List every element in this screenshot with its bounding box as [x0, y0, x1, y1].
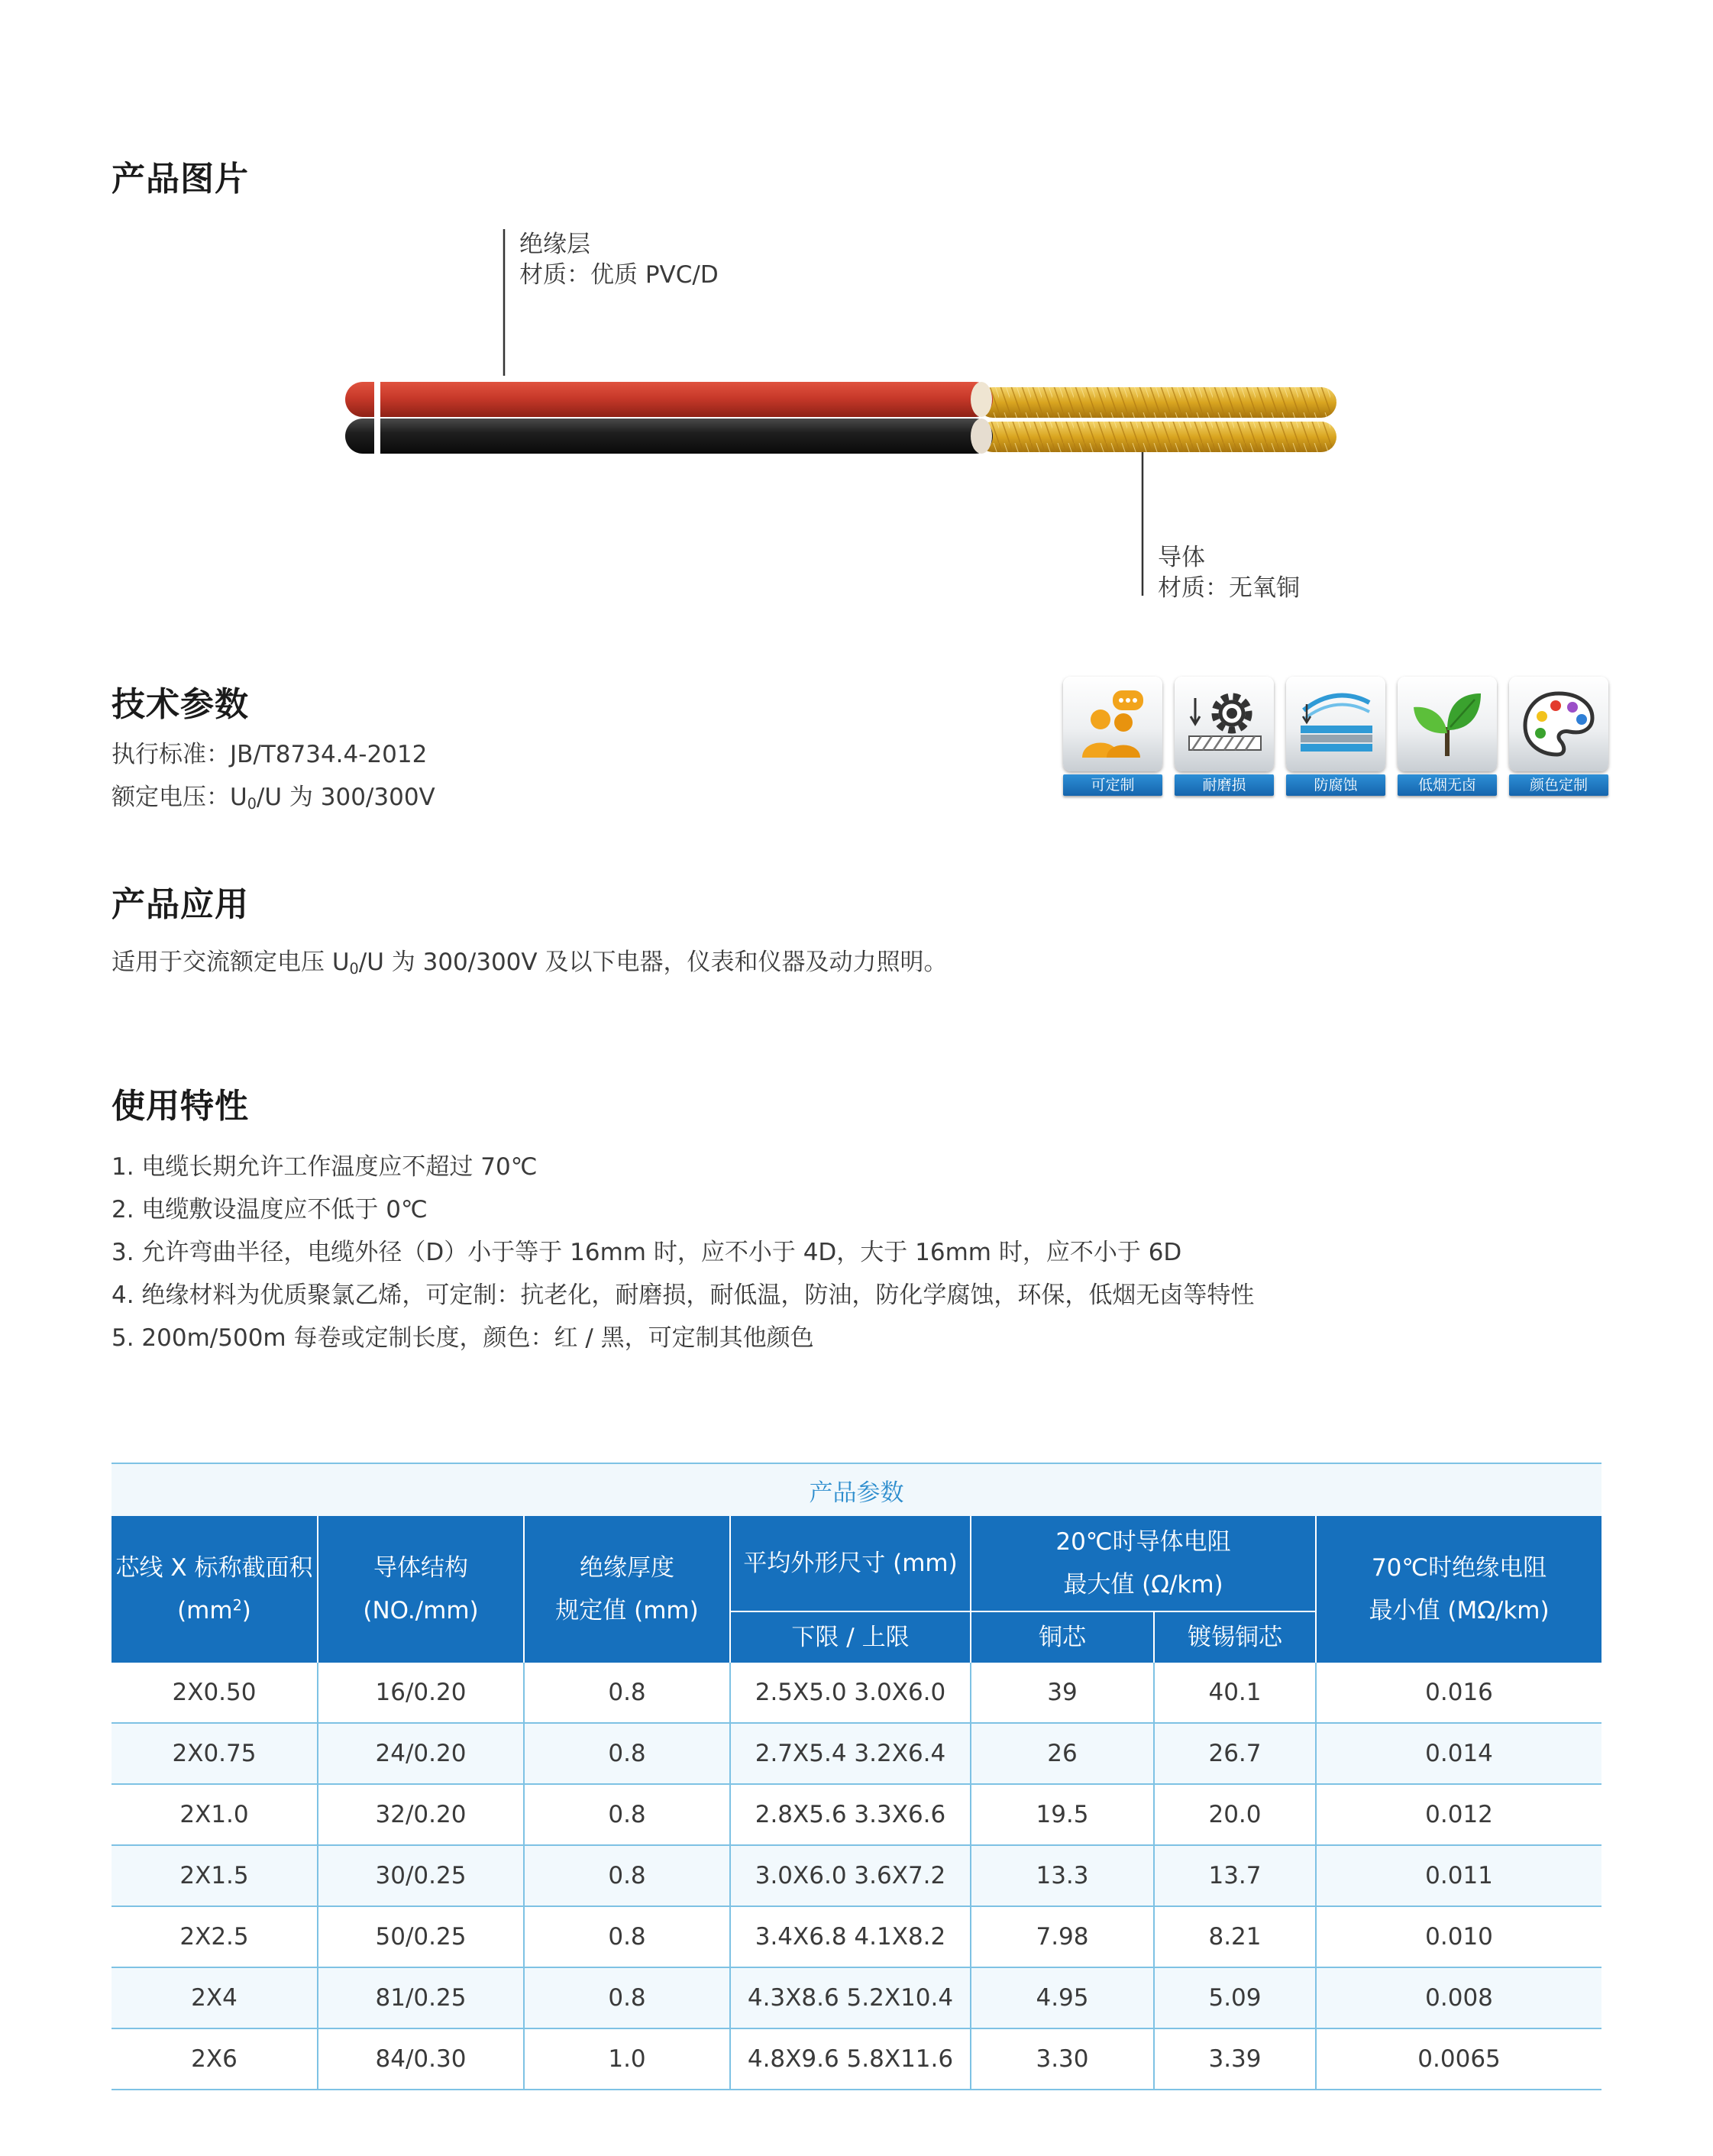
conductor-title: 导体 [1158, 544, 1205, 571]
header-insulation-resistance: 70℃时绝缘电阻 最小值 (MΩ/km) [1316, 1516, 1601, 1663]
icon-card-low-smoke [1398, 677, 1497, 799]
application-text: 适用于交流额定电压 $U_0/U$ 为 300/300V 及以下电器，仪表和仪器及动力照明。 [112, 949, 948, 978]
header-structure: 导体结构 (NO./mm) [318, 1516, 524, 1663]
table-row: 2X1.5 30/0.25 0.8 3.0X6.0 3.6X7.2 13.3 13.7 0.011 [112, 1845, 1601, 1906]
red-insulation [345, 382, 993, 417]
icon-card-color-custom [1509, 677, 1608, 799]
icon-card-anticorrosion [1286, 677, 1385, 799]
icon-label-customizable: 可定制 [1063, 774, 1162, 796]
feature-item: 5. 200m/500m 每卷或定制长度，颜色：红 / 黑，可定制其他颜色 [112, 1324, 814, 1352]
corrosion-icon [1296, 687, 1375, 761]
table-row: 2X0.50 16/0.20 0.8 2.5X5.0 3.0X6.0 39 40.1 0.016 [112, 1663, 1601, 1723]
tech-title: 技术参数 [112, 685, 249, 724]
feature-icons [1063, 677, 1608, 799]
table-row: 2X0.75 24/0.20 0.8 2.7X5.4 3.2X6.4 26 26.7 0.014 [112, 1723, 1601, 1784]
gear-icon [1185, 687, 1264, 761]
feature-item: 3. 允许弯曲半径，电缆外径（D）小于等于 16mm 时，应不小于 4D，大于 16mm 时，应不小于 6D [112, 1239, 1182, 1266]
icon-card-customizable [1063, 677, 1162, 799]
product-image-title: 产品图片 [112, 160, 249, 199]
header-resistance: 20℃时导体电阻 最大值 (Ω/km) [971, 1516, 1316, 1611]
palette-icon [1521, 687, 1597, 761]
table-row: 2X1.0 32/0.20 0.8 2.8X5.6 3.3X6.6 19.5 20.0 0.012 [112, 1784, 1601, 1845]
icon-label-wear-resistant: 耐磨损 [1175, 774, 1274, 796]
header-core: 芯线 X 标称截面积 $(mm^2)$ [112, 1516, 318, 1663]
insulation-title: 绝缘层 [519, 231, 590, 258]
header-copper: 铜芯 [971, 1611, 1154, 1663]
table-caption: 产品参数 [112, 1463, 1601, 1516]
tech-voltage: 额定电压：$U_0/U$ 为 300/300V [112, 784, 435, 813]
header-size-sub: 下限 / 上限 [730, 1611, 971, 1663]
header-tinned: 镀锡铜芯 [1154, 1611, 1316, 1663]
icon-card-wear-resistant [1175, 677, 1274, 799]
tech-standard: 执行标准：JB/T8734.4-2012 [112, 741, 428, 768]
black-insulation [345, 419, 993, 454]
feature-item: 1. 电缆长期允许工作温度应不超过 70℃ [112, 1153, 538, 1181]
icon-label-anticorrosion: 防腐蚀 [1286, 774, 1385, 796]
table-row: 2X4 81/0.25 0.8 4.3X8.6 5.2X10.4 4.95 5.09 0.008 [112, 1967, 1601, 2028]
product-params-table [112, 1463, 1601, 2090]
cable-diagram [336, 229, 1405, 626]
table-row: 2X6 84/0.30 1.0 4.8X9.6 5.8X11.6 3.30 3.39 0.0065 [112, 2028, 1601, 2090]
people-icon [1076, 687, 1149, 761]
table-row: 2X2.5 50/0.25 0.8 3.4X6.8 4.1X8.2 7.98 8.21 0.010 [112, 1906, 1601, 1967]
header-thickness: 绝缘厚度 规定值 (mm) [524, 1516, 730, 1663]
icon-label-low-smoke: 低烟无卤 [1398, 774, 1497, 796]
feature-item: 4. 绝缘材料为优质聚氯乙烯，可定制：抗老化，耐磨损，耐低温，防油，防化学腐蚀，环保，低烟无卤等特性 [112, 1282, 1255, 1309]
application-title: 产品应用 [112, 885, 249, 924]
leaf-icon [1409, 687, 1485, 761]
features-list [112, 1146, 1254, 1359]
features-title: 使用特性 [112, 1087, 249, 1126]
header-size: 平均外形尺寸 (mm) [730, 1516, 971, 1611]
feature-item: 2. 电缆敷设温度应不低于 0℃ [112, 1196, 428, 1223]
conductor-material: 材质：无氧铜 [1158, 574, 1300, 602]
insulation-material: 材质：优质 PVC/D [519, 261, 719, 289]
icon-label-color-custom: 颜色定制 [1509, 774, 1608, 796]
